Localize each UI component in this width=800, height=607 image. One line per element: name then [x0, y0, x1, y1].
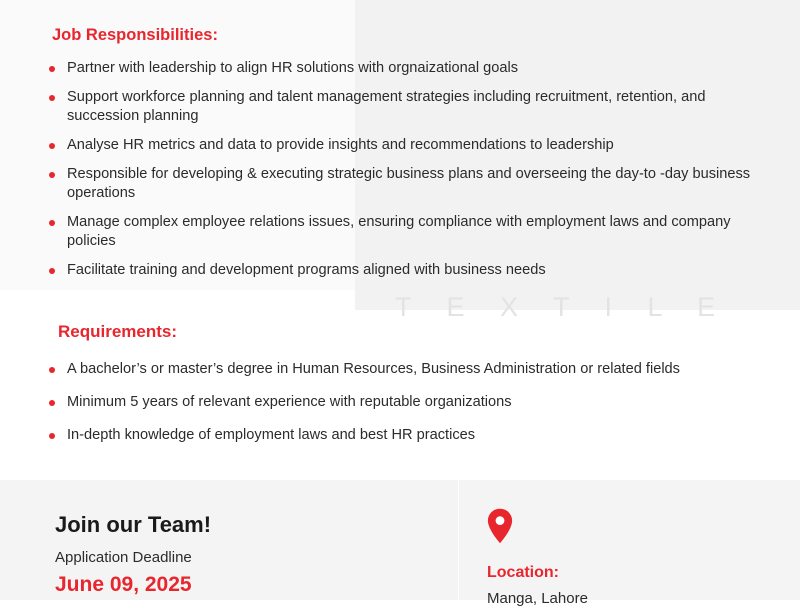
join-our-team-title: Join our Team!: [55, 512, 212, 537]
list-item: Analyse HR metrics and data to provide insights and recommendations to leadership: [0, 136, 760, 155]
map-pin-icon: [487, 508, 513, 544]
watermark-text: T E X T I L E: [395, 292, 730, 322]
footer-section: [0, 480, 800, 607]
requirements-section: [0, 322, 772, 459]
list-item: Manage complex employee relations issues, ensuring compliance with employment laws and company policies: [0, 213, 760, 251]
application-deadline-date: June 09, 2025: [55, 573, 192, 596]
job-responsibilities-list: [0, 59, 760, 280]
location-value: Manga, Lahore: [487, 590, 588, 607]
list-item: A bachelor’s or master’s degree in Human Resources, Business Administration or related fields: [0, 360, 772, 379]
list-item: Support workforce planning and talent management strategies including recruitment, retention, and succession planning: [0, 88, 760, 126]
job-responsibilities-section: [0, 26, 760, 290]
list-item: Minimum 5 years of relevant experience with reputable organizations: [0, 393, 772, 412]
location-label: Location:: [487, 564, 559, 581]
list-item: Partner with leadership to align HR solutions with orgnaizational goals: [0, 59, 760, 78]
list-item: Facilitate training and development programs aligned with business needs: [0, 261, 760, 280]
footer-divider: [458, 480, 459, 600]
job-responsibilities-heading: Job Responsibilities:: [52, 26, 218, 44]
footer-inner: [0, 480, 800, 607]
list-item: Responsible for developing & executing strategic business plans and overseeing the day-to -day business operations: [0, 165, 760, 203]
list-item: In-depth knowledge of employment laws and best HR practices: [0, 426, 772, 445]
application-deadline-label: Application Deadline: [55, 549, 192, 566]
requirements-heading: Requirements:: [58, 322, 178, 341]
requirements-list: [0, 360, 772, 445]
